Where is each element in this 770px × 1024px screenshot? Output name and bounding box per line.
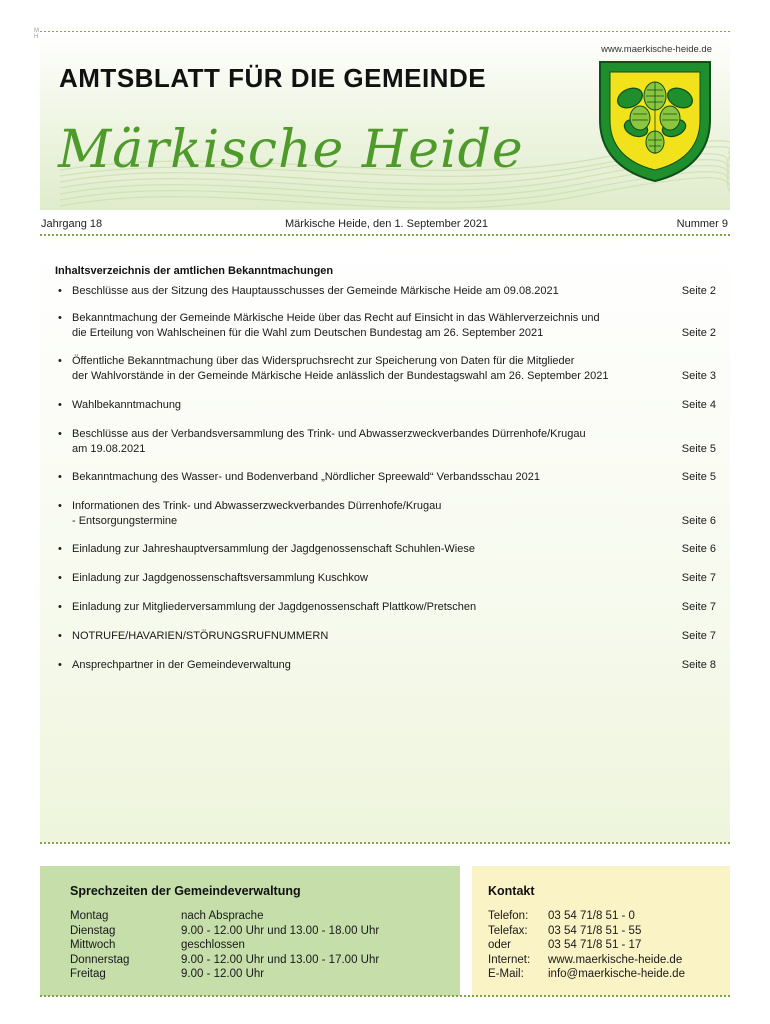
office-hours-times [181,909,379,982]
toc-item-title [72,427,632,457]
toc-item-line: Öffentliche Bekanntmachung über das Widerspruchsrecht zur Speicherung von Daten für die Mitglieder [72,355,575,367]
issue-number: Nummer 9 [676,218,728,230]
toc-item[interactable] [58,470,718,485]
time-value: geschlossen [181,939,245,952]
bullet-icon: • [58,399,62,411]
toc-item[interactable] [58,542,718,557]
toc-item-line: Einladung zur Mitgliederversammlung der Jagdgenossenschaft Plattkow/Pretschen [72,601,477,613]
toc-item-line: Wahlbekanntmachung [72,399,182,411]
municipality-name: Märkische Heide [58,120,524,180]
toc-item[interactable] [58,571,718,586]
toc-item[interactable] [58,284,718,299]
toc-item-title [72,311,632,341]
bullet-icon: • [58,572,62,584]
bullet-icon: • [58,659,62,671]
toc-page-number: Seite 2 [681,285,716,297]
toc-item-title [72,398,632,413]
bottom-dotted-rule [40,995,730,997]
toc-page-number: Seite 4 [681,399,716,411]
time-value: nach Absprache [181,910,264,922]
office-hours-heading: Sprechzeiten der Gemeindeverwaltung [70,884,301,898]
toc-item[interactable] [58,600,718,615]
toc-page-number: Seite 7 [681,601,716,613]
municipal-coat-of-arms-icon [596,58,714,184]
day-label: Freitag [70,968,106,981]
contact-label: Internet: [488,953,531,966]
toc-page-number: Seite 8 [681,659,716,671]
bullet-icon: • [58,355,62,367]
toc-item-title [72,542,632,557]
toc-item-line: Bekanntmachung der Gemeinde Märkische Heide über das Recht auf Einsicht in das Wählerverzeichnis und [72,312,600,324]
toc-item-title [72,571,632,586]
toc-item-line: Ansprechpartner in der Gemeindeverwaltung [72,659,291,671]
toc-item-line: - Entsorgungstermine [72,515,178,527]
toc-item[interactable] [58,354,718,384]
bullet-icon: • [58,601,62,613]
toc-heading: Inhaltsverzeichnis der amtlichen Bekanntmachungen [55,265,334,277]
margin-code: M H [34,28,39,40]
toc-item-line: Einladung zur Jagdgenossenschaftsversammlung Kuschkow [72,572,368,584]
toc-item-title [72,284,632,299]
toc-item-line: Informationen des Trink- und Abwasserzweckverbandes Dürrenhofe/Krugau [72,500,442,512]
contact-labels [488,909,530,982]
place-date: Märkische Heide, den 1. September 2021 [285,218,489,230]
bullet-icon: • [58,471,62,483]
toc-page-number: Seite 7 [681,630,716,642]
toc-page-number: Seite 6 [681,515,716,527]
day-label: Dienstag [70,924,116,937]
toc-item-title [72,658,632,673]
contact-heading: Kontakt [488,884,535,898]
website-url[interactable]: www.maerkische-heide.de [601,44,712,55]
toc-item[interactable] [58,499,718,529]
contact-label: Telefon: [488,910,529,922]
day-label: Mittwoch [70,939,116,952]
day-label: Donnerstag [70,953,130,966]
bullet-icon: • [58,428,62,440]
toc-item-title [72,354,632,384]
toc-item[interactable] [58,658,718,673]
toc-page-number: Seite 5 [681,443,716,455]
toc-item[interactable] [58,427,718,457]
toc-item-line: der Wahlvorstände in der Gemeinde Märkische Heide anlässlich der Bundestagswahl am 26. September 2021 [72,370,609,382]
volume-label: Jahrgang 18 [41,218,103,230]
contact-label: E-Mail: [488,968,524,981]
toc-item-line: Beschlüsse aus der Verbandsversammlung des Trink- und Abwasserzweckverbandes Dürrenhofe/Krugau [72,428,586,440]
toc-item[interactable] [58,629,718,644]
time-value: 9.00 - 12.00 Uhr und 13.00 - 17.00 Uhr [181,953,380,966]
time-value: 9.00 - 12.00 Uhr und 13.00 - 18.00 Uhr [181,924,380,937]
content-bottom-dotted-rule [40,842,730,844]
email-link[interactable]: info@maerkische-heide.de [548,968,685,981]
toc-page-number: Seite 6 [681,543,716,555]
bullet-icon: • [58,630,62,642]
fax-number[interactable]: 03 54 71/8 51 - 55 [548,924,642,937]
toc-item[interactable] [58,398,718,413]
toc-page-number: Seite 5 [681,471,716,483]
toc-item[interactable] [58,311,718,341]
toc-item-line: NOTRUFE/HAVARIEN/STÖRUNGSRUFNUMMERN [72,630,329,642]
time-value: 9.00 - 12.00 Uhr [181,968,265,981]
bullet-icon: • [58,543,62,555]
office-hours-days [70,909,129,982]
contact-values [548,909,685,982]
bullet-icon: • [58,285,62,297]
toc-item-line: Einladung zur Jahreshauptversammlung der Jagdgenossenschaft Schuhlen-Wiese [72,543,475,555]
phone-number[interactable]: 03 54 71/8 51 - 0 [548,910,635,922]
toc-item-line: am 19.08.2021 [72,443,146,455]
toc-page-number: Seite 2 [681,327,716,339]
toc-item-line: Beschlüsse aus der Sitzung des Hauptausschusses der Gemeinde Märkische Heide am 09.08.2021 [72,285,559,297]
toc-page-number: Seite 7 [681,572,716,584]
day-label: Montag [70,910,109,922]
toc-item-title [72,629,632,644]
website-link[interactable]: www.maerkische-heide.de [548,953,683,966]
contact-label: Telefax: [488,924,528,937]
toc-item-title [72,600,632,615]
toc-item-line: die Erteilung von Wahlscheinen für die Wahl zum Deutschen Bundestag am 26. September 2021 [72,327,544,339]
gazette-title: AMTSBLATT FÜR DIE GEMEINDE [59,63,487,93]
toc-page-number: Seite 3 [681,370,716,382]
alt-fax-number[interactable]: 03 54 71/8 51 - 17 [548,939,642,952]
contact-label: oder [488,939,512,952]
toc-item-title [72,470,632,485]
toc-item-line: Bekanntmachung des Wasser- und Bodenverband „Nördlicher Spreewald“ Verbandsschau 2021 [72,471,540,483]
bullet-icon: • [58,500,62,512]
toc-item-title [72,499,632,529]
bullet-icon: • [58,312,62,324]
